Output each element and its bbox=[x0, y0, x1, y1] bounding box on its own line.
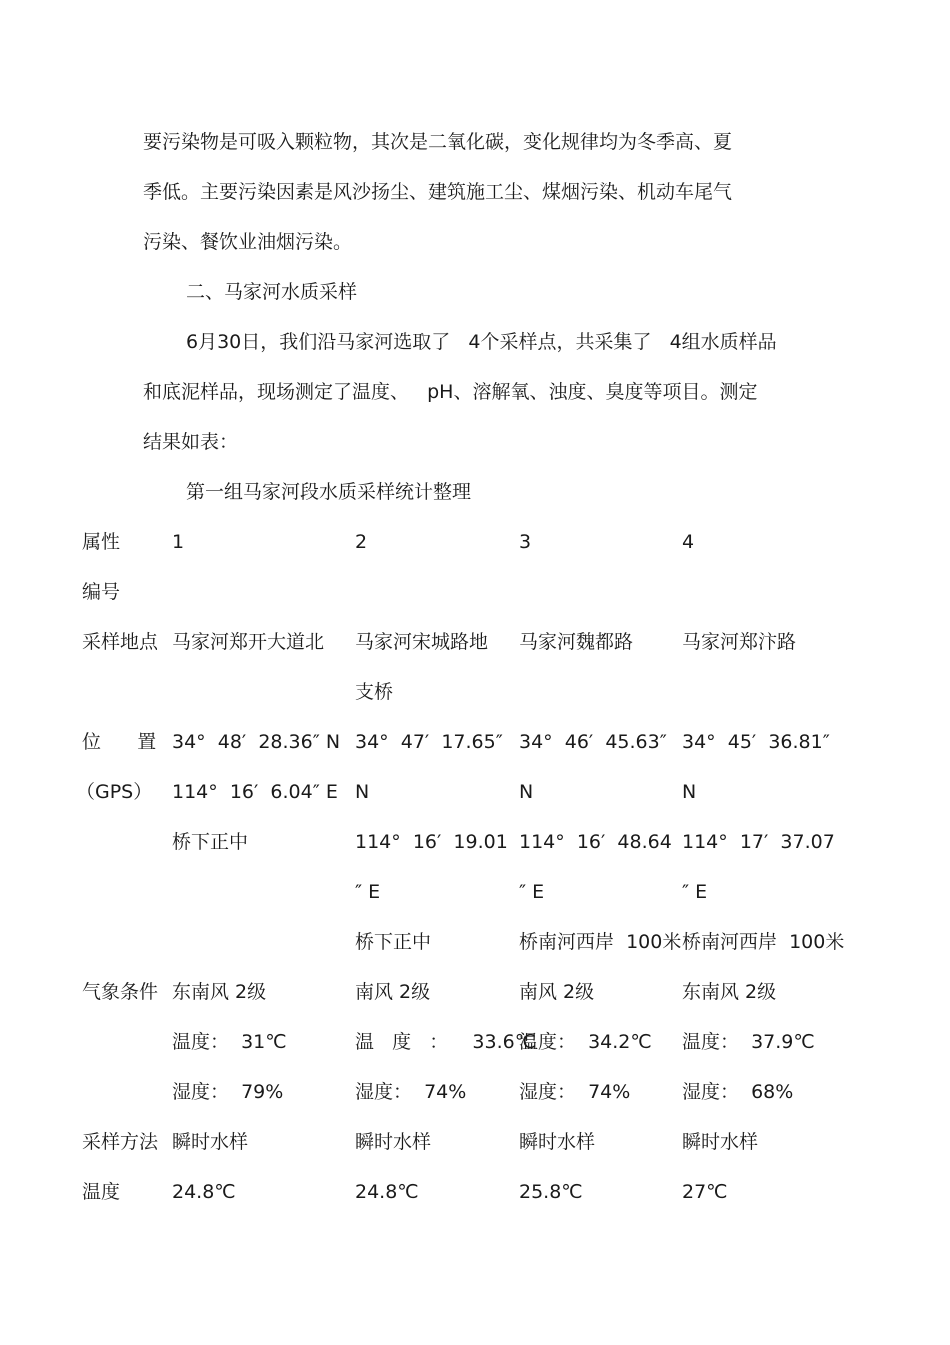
method-3: 瞬时水样 bbox=[519, 1131, 596, 1153]
gps-4-note: 桥南河西岸 100米 bbox=[682, 931, 845, 953]
gps-2-lon-dir: ″ E bbox=[355, 881, 381, 903]
table-title: 第一组马家河段水质采样统计整理 bbox=[186, 481, 472, 503]
column-header-3: 3 bbox=[519, 531, 532, 553]
weather-label: 气象条件 bbox=[82, 981, 159, 1003]
gps-2-lat-dir: N bbox=[355, 781, 370, 803]
intro-line-2: 季低。主要污染因素是风沙扬尘、建筑施工尘、煤烟污染、机动车尾气 bbox=[143, 181, 733, 203]
gps-4-lon-dir: ″ E bbox=[682, 881, 708, 903]
body-line-3: 结果如表： bbox=[143, 431, 239, 453]
temperature-1: 24.8℃ bbox=[172, 1181, 236, 1203]
gps-2-lat: 34° 47′ 17.65″ bbox=[355, 731, 503, 753]
method-2: 瞬时水样 bbox=[355, 1131, 432, 1153]
body-line-2: 和底泥样品，现场测定了温度、 pH、溶解氧、浊度、臭度等项目。测定 bbox=[143, 381, 758, 403]
site-2-line-1: 马家河宋城路地 bbox=[355, 631, 489, 653]
attr-label: 属性 bbox=[82, 531, 121, 553]
body-line-1: 6月30日，我们沿马家河选取了 4个采样点，共采集了 4组水质样品 bbox=[186, 331, 777, 353]
site-label: 采样地点 bbox=[82, 631, 159, 653]
weather-2-temp: 温 度 ： 33.6℃ bbox=[355, 1031, 537, 1053]
weather-3-wind: 南风 2级 bbox=[519, 981, 595, 1003]
position-label: 位 置 bbox=[82, 731, 157, 753]
site-2-line-2: 支桥 bbox=[355, 681, 394, 703]
number-label: 编号 bbox=[82, 581, 121, 603]
weather-2-wind: 南风 2级 bbox=[355, 981, 431, 1003]
gps-3-lon: 114° 16′ 48.64 bbox=[519, 831, 672, 853]
gps-1-note: 桥下正中 bbox=[172, 831, 249, 853]
intro-line-1: 要污染物是可吸入颗粒物，其次是二氧化碳，变化规律均为冬季高、夏 bbox=[143, 131, 733, 153]
method-label: 采样方法 bbox=[82, 1131, 159, 1153]
temperature-2: 24.8℃ bbox=[355, 1181, 419, 1203]
weather-1-humidity: 湿度： 79% bbox=[172, 1081, 284, 1103]
weather-1-wind: 东南风 2级 bbox=[172, 981, 267, 1003]
gps-label: （GPS） bbox=[76, 781, 153, 803]
column-header-2: 2 bbox=[355, 531, 368, 553]
section-heading: 二、马家河水质采样 bbox=[186, 281, 358, 303]
gps-4-lat: 34° 45′ 36.81″ bbox=[682, 731, 830, 753]
weather-4-humidity: 湿度： 68% bbox=[682, 1081, 794, 1103]
site-4: 马家河郑汴路 bbox=[682, 631, 797, 653]
method-4: 瞬时水样 bbox=[682, 1131, 759, 1153]
gps-1-lat: 34° 48′ 28.36″ N bbox=[172, 731, 341, 753]
weather-3-humidity: 湿度： 74% bbox=[519, 1081, 631, 1103]
gps-1-lon: 114° 16′ 6.04″ E bbox=[172, 781, 338, 803]
temperature-4: 27℃ bbox=[682, 1181, 728, 1203]
weather-4-wind: 东南风 2级 bbox=[682, 981, 777, 1003]
weather-3-temp: 温度： 34.2℃ bbox=[519, 1031, 652, 1053]
gps-3-lat: 34° 46′ 45.63″ bbox=[519, 731, 667, 753]
gps-2-note: 桥下正中 bbox=[355, 931, 432, 953]
gps-4-lon: 114° 17′ 37.07 bbox=[682, 831, 835, 853]
gps-2-lon: 114° 16′ 19.01 bbox=[355, 831, 508, 853]
column-header-4: 4 bbox=[682, 531, 695, 553]
intro-line-3: 污染、餐饮业油烟污染。 bbox=[143, 231, 353, 253]
gps-3-lon-dir: ″ E bbox=[519, 881, 545, 903]
temperature-label: 温度 bbox=[82, 1181, 121, 1203]
column-header-1: 1 bbox=[172, 531, 185, 553]
weather-4-temp: 温度： 37.9℃ bbox=[682, 1031, 815, 1053]
method-1: 瞬时水样 bbox=[172, 1131, 249, 1153]
temperature-3: 25.8℃ bbox=[519, 1181, 583, 1203]
weather-2-humidity: 湿度： 74% bbox=[355, 1081, 467, 1103]
gps-3-note: 桥南河西岸 100米 bbox=[519, 931, 682, 953]
gps-4-lat-dir: N bbox=[682, 781, 697, 803]
site-1: 马家河郑开大道北 bbox=[172, 631, 325, 653]
gps-3-lat-dir: N bbox=[519, 781, 534, 803]
weather-1-temp: 温度： 31℃ bbox=[172, 1031, 287, 1053]
site-3: 马家河魏都路 bbox=[519, 631, 634, 653]
